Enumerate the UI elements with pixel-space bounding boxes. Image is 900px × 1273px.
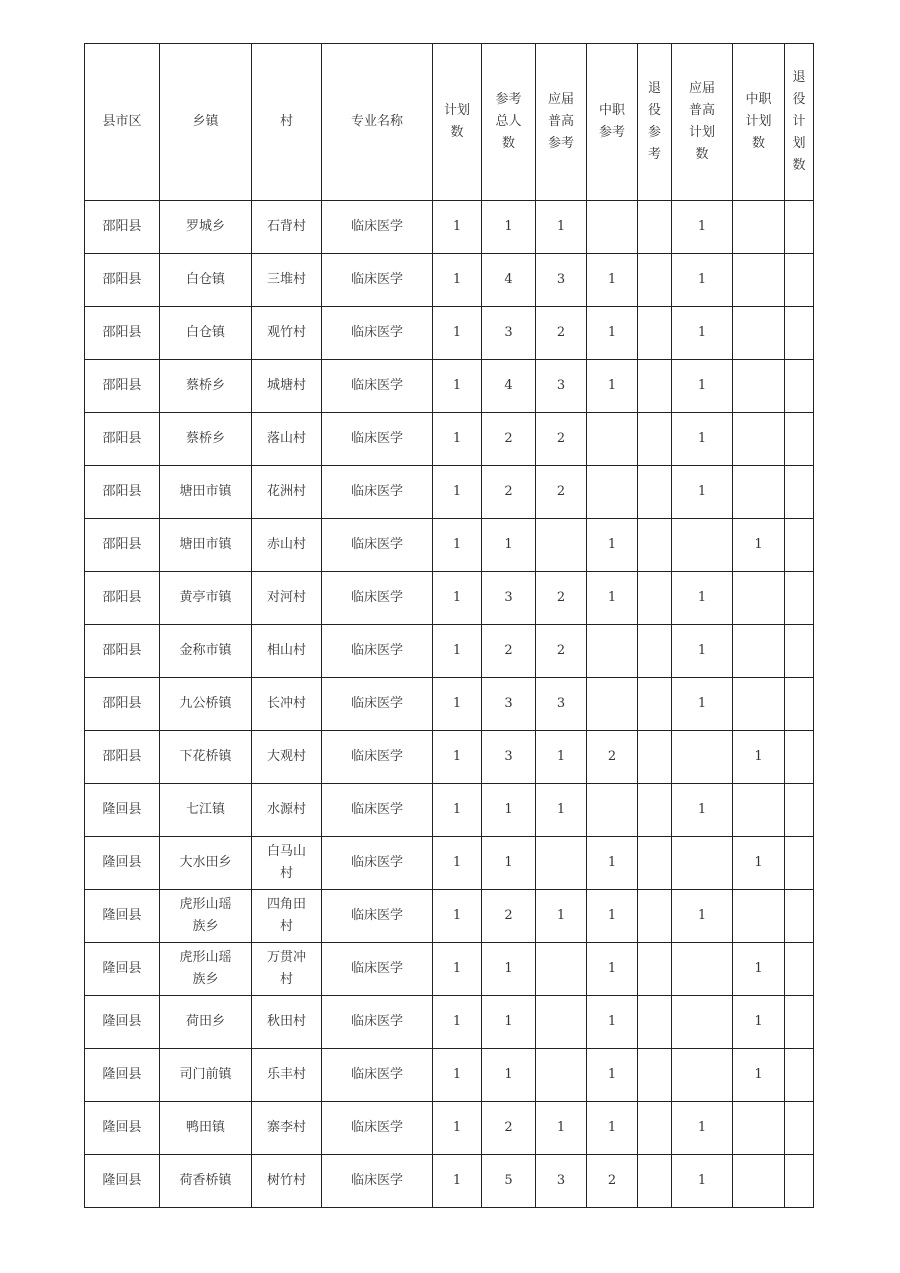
header-county: 县市区	[85, 44, 160, 201]
cell-village: 赤山村	[252, 519, 322, 572]
cell-veteran-plan	[785, 731, 814, 784]
cell-county: 隆回县	[85, 996, 160, 1049]
table-row	[85, 413, 814, 466]
table-row	[85, 837, 814, 890]
cell-veteran-exam	[638, 837, 672, 890]
cell-veteran-plan	[785, 996, 814, 1049]
cell-major: 临床医学	[322, 625, 433, 678]
cell-fresh-highschool-exam: 3	[536, 360, 587, 413]
cell-village: 乐丰村	[252, 1049, 322, 1102]
cell-fresh-highschool-plan: 1	[672, 1102, 733, 1155]
cell-fresh-highschool-exam: 1	[536, 731, 587, 784]
cell-township: 下花桥镇	[160, 731, 252, 784]
table-row	[85, 307, 814, 360]
cell-township: 荷香桥镇	[160, 1155, 252, 1208]
cell-vocational-plan	[733, 625, 785, 678]
cell-fresh-highschool-plan: 1	[672, 307, 733, 360]
cell-plan-count: 1	[433, 1155, 482, 1208]
cell-village: 三堆村	[252, 254, 322, 307]
cell-vocational-exam	[587, 201, 638, 254]
cell-fresh-highschool-exam: 1	[536, 784, 587, 837]
cell-fresh-highschool-plan: 1	[672, 201, 733, 254]
cell-veteran-plan	[785, 466, 814, 519]
cell-fresh-highschool-exam: 2	[536, 625, 587, 678]
cell-veteran-plan	[785, 943, 814, 996]
table-row	[85, 943, 814, 996]
cell-fresh-highschool-exam: 3	[536, 678, 587, 731]
cell-total-examinees: 1	[482, 784, 536, 837]
cell-vocational-exam: 1	[587, 1102, 638, 1155]
cell-major: 临床医学	[322, 943, 433, 996]
cell-vocational-exam	[587, 678, 638, 731]
cell-fresh-highschool-exam: 1	[536, 1102, 587, 1155]
cell-fresh-highschool-plan	[672, 1049, 733, 1102]
cell-county: 隆回县	[85, 1155, 160, 1208]
cell-total-examinees: 2	[482, 625, 536, 678]
cell-county: 隆回县	[85, 1049, 160, 1102]
header-vocational-exam: 中职 参考	[587, 44, 638, 201]
table-row	[85, 625, 814, 678]
cell-veteran-plan	[785, 360, 814, 413]
cell-major: 临床医学	[322, 466, 433, 519]
cell-county: 邵阳县	[85, 519, 160, 572]
cell-township: 罗城乡	[160, 201, 252, 254]
cell-vocational-exam: 1	[587, 360, 638, 413]
cell-fresh-highschool-exam: 2	[536, 572, 587, 625]
cell-veteran-plan	[785, 413, 814, 466]
cell-veteran-plan	[785, 201, 814, 254]
cell-county: 邵阳县	[85, 572, 160, 625]
cell-county: 邵阳县	[85, 678, 160, 731]
cell-fresh-highschool-plan: 1	[672, 360, 733, 413]
cell-total-examinees: 4	[482, 360, 536, 413]
cell-vocational-exam	[587, 413, 638, 466]
table-row	[85, 360, 814, 413]
cell-total-examinees: 4	[482, 254, 536, 307]
cell-village: 落山村	[252, 413, 322, 466]
cell-village: 相山村	[252, 625, 322, 678]
cell-fresh-highschool-plan	[672, 943, 733, 996]
cell-veteran-exam	[638, 996, 672, 1049]
cell-total-examinees: 1	[482, 943, 536, 996]
cell-plan-count: 1	[433, 625, 482, 678]
cell-veteran-plan	[785, 837, 814, 890]
cell-county: 隆回县	[85, 784, 160, 837]
cell-village: 长冲村	[252, 678, 322, 731]
cell-township: 黄亭市镇	[160, 572, 252, 625]
cell-veteran-plan	[785, 519, 814, 572]
table-row	[85, 731, 814, 784]
cell-county: 邵阳县	[85, 625, 160, 678]
cell-vocational-exam: 1	[587, 943, 638, 996]
header-vocational-plan: 中职 计划 数	[733, 44, 785, 201]
cell-major: 临床医学	[322, 837, 433, 890]
cell-veteran-exam	[638, 1049, 672, 1102]
cell-veteran-exam	[638, 572, 672, 625]
cell-vocational-plan: 1	[733, 1049, 785, 1102]
cell-veteran-plan	[785, 784, 814, 837]
cell-township: 虎形山瑶 族乡	[160, 890, 252, 943]
cell-township: 大水田乡	[160, 837, 252, 890]
cell-veteran-exam	[638, 466, 672, 519]
cell-village: 花洲村	[252, 466, 322, 519]
cell-plan-count: 1	[433, 413, 482, 466]
cell-major: 临床医学	[322, 1155, 433, 1208]
cell-veteran-exam	[638, 625, 672, 678]
cell-veteran-exam	[638, 943, 672, 996]
cell-plan-count: 1	[433, 943, 482, 996]
cell-plan-count: 1	[433, 1102, 482, 1155]
cell-total-examinees: 1	[482, 1049, 536, 1102]
cell-fresh-highschool-plan: 1	[672, 625, 733, 678]
header-fresh-highschool-plan: 应届 普高 计划 数	[672, 44, 733, 201]
header-major: 专业名称	[322, 44, 433, 201]
cell-plan-count: 1	[433, 784, 482, 837]
table-row	[85, 201, 814, 254]
cell-veteran-exam	[638, 1155, 672, 1208]
cell-village: 白马山 村	[252, 837, 322, 890]
cell-total-examinees: 2	[482, 466, 536, 519]
cell-veteran-exam	[638, 731, 672, 784]
table-row	[85, 1102, 814, 1155]
cell-total-examinees: 1	[482, 201, 536, 254]
table-row	[85, 519, 814, 572]
cell-vocational-exam: 1	[587, 254, 638, 307]
cell-county: 邵阳县	[85, 466, 160, 519]
cell-county: 邵阳县	[85, 360, 160, 413]
cell-village: 城塘村	[252, 360, 322, 413]
table-row	[85, 890, 814, 943]
cell-total-examinees: 2	[482, 413, 536, 466]
cell-vocational-plan	[733, 572, 785, 625]
cell-vocational-plan	[733, 784, 785, 837]
cell-veteran-exam	[638, 784, 672, 837]
cell-plan-count: 1	[433, 572, 482, 625]
cell-major: 临床医学	[322, 413, 433, 466]
cell-county: 邵阳县	[85, 201, 160, 254]
cell-plan-count: 1	[433, 890, 482, 943]
cell-veteran-plan	[785, 572, 814, 625]
cell-vocational-plan: 1	[733, 996, 785, 1049]
cell-major: 临床医学	[322, 201, 433, 254]
cell-plan-count: 1	[433, 254, 482, 307]
cell-plan-count: 1	[433, 360, 482, 413]
header-village: 村	[252, 44, 322, 201]
cell-vocational-plan	[733, 254, 785, 307]
cell-fresh-highschool-exam	[536, 1049, 587, 1102]
cell-total-examinees: 1	[482, 996, 536, 1049]
cell-fresh-highschool-exam: 1	[536, 201, 587, 254]
cell-vocational-exam	[587, 466, 638, 519]
cell-major: 临床医学	[322, 1049, 433, 1102]
cell-fresh-highschool-plan	[672, 731, 733, 784]
cell-county: 邵阳县	[85, 413, 160, 466]
cell-fresh-highschool-plan	[672, 519, 733, 572]
cell-township: 金称市镇	[160, 625, 252, 678]
cell-township: 蔡桥乡	[160, 413, 252, 466]
cell-veteran-plan	[785, 890, 814, 943]
cell-major: 临床医学	[322, 360, 433, 413]
cell-total-examinees: 2	[482, 1102, 536, 1155]
cell-veteran-exam	[638, 413, 672, 466]
cell-vocational-exam: 1	[587, 1049, 638, 1102]
cell-township: 鸭田镇	[160, 1102, 252, 1155]
cell-veteran-plan	[785, 1102, 814, 1155]
cell-major: 临床医学	[322, 307, 433, 360]
cell-veteran-plan	[785, 1049, 814, 1102]
plan-table	[84, 43, 814, 1208]
cell-vocational-plan	[733, 1155, 785, 1208]
cell-vocational-plan	[733, 466, 785, 519]
cell-township: 七江镇	[160, 784, 252, 837]
cell-village: 石背村	[252, 201, 322, 254]
cell-plan-count: 1	[433, 1049, 482, 1102]
cell-county: 邵阳县	[85, 254, 160, 307]
cell-fresh-highschool-exam: 2	[536, 413, 587, 466]
cell-veteran-exam	[638, 890, 672, 943]
cell-village: 水源村	[252, 784, 322, 837]
cell-vocational-plan: 1	[733, 943, 785, 996]
cell-fresh-highschool-exam: 1	[536, 890, 587, 943]
cell-total-examinees: 3	[482, 572, 536, 625]
cell-vocational-exam: 1	[587, 996, 638, 1049]
cell-fresh-highschool-exam: 2	[536, 466, 587, 519]
header-total-examinees: 参考 总人 数	[482, 44, 536, 201]
cell-plan-count: 1	[433, 466, 482, 519]
cell-fresh-highschool-exam	[536, 943, 587, 996]
cell-village: 对河村	[252, 572, 322, 625]
cell-major: 临床医学	[322, 1102, 433, 1155]
cell-fresh-highschool-plan: 1	[672, 1155, 733, 1208]
cell-township: 蔡桥乡	[160, 360, 252, 413]
cell-veteran-exam	[638, 678, 672, 731]
header-row	[85, 44, 814, 201]
cell-vocational-exam: 1	[587, 837, 638, 890]
cell-major: 临床医学	[322, 678, 433, 731]
cell-major: 临床医学	[322, 996, 433, 1049]
cell-fresh-highschool-plan: 1	[672, 254, 733, 307]
cell-fresh-highschool-exam: 2	[536, 307, 587, 360]
table-row	[85, 784, 814, 837]
cell-county: 隆回县	[85, 1102, 160, 1155]
cell-fresh-highschool-exam	[536, 837, 587, 890]
cell-vocational-exam: 1	[587, 890, 638, 943]
cell-vocational-plan	[733, 307, 785, 360]
header-township: 乡镇	[160, 44, 252, 201]
cell-veteran-plan	[785, 625, 814, 678]
cell-county: 邵阳县	[85, 307, 160, 360]
cell-township: 荷田乡	[160, 996, 252, 1049]
table-row	[85, 996, 814, 1049]
header-fresh-highschool-exam: 应届 普高 参考	[536, 44, 587, 201]
cell-fresh-highschool-plan	[672, 837, 733, 890]
cell-vocational-exam	[587, 784, 638, 837]
cell-township: 司门前镇	[160, 1049, 252, 1102]
cell-major: 临床医学	[322, 572, 433, 625]
cell-major: 临床医学	[322, 784, 433, 837]
table-row	[85, 254, 814, 307]
table-row	[85, 678, 814, 731]
cell-county: 隆回县	[85, 890, 160, 943]
cell-county: 邵阳县	[85, 731, 160, 784]
cell-vocational-plan	[733, 201, 785, 254]
cell-vocational-plan	[733, 360, 785, 413]
table-row	[85, 466, 814, 519]
header-plan-count: 计划 数	[433, 44, 482, 201]
cell-veteran-plan	[785, 307, 814, 360]
cell-village: 四角田 村	[252, 890, 322, 943]
cell-vocational-exam: 2	[587, 1155, 638, 1208]
table-row	[85, 1155, 814, 1208]
cell-vocational-plan: 1	[733, 731, 785, 784]
cell-veteran-exam	[638, 519, 672, 572]
cell-total-examinees: 3	[482, 731, 536, 784]
cell-fresh-highschool-exam	[536, 996, 587, 1049]
cell-plan-count: 1	[433, 731, 482, 784]
table-row	[85, 572, 814, 625]
cell-village: 观竹村	[252, 307, 322, 360]
cell-fresh-highschool-plan	[672, 996, 733, 1049]
cell-major: 临床医学	[322, 890, 433, 943]
header-veteran-exam: 退 役 参 考	[638, 44, 672, 201]
cell-plan-count: 1	[433, 678, 482, 731]
cell-county: 隆回县	[85, 943, 160, 996]
cell-village: 万贯冲 村	[252, 943, 322, 996]
cell-major: 临床医学	[322, 731, 433, 784]
cell-township: 白仓镇	[160, 307, 252, 360]
cell-veteran-exam	[638, 201, 672, 254]
cell-total-examinees: 2	[482, 890, 536, 943]
cell-total-examinees: 3	[482, 678, 536, 731]
cell-veteran-plan	[785, 1155, 814, 1208]
cell-vocational-exam	[587, 625, 638, 678]
cell-township: 塘田市镇	[160, 466, 252, 519]
cell-major: 临床医学	[322, 519, 433, 572]
cell-plan-count: 1	[433, 519, 482, 572]
cell-fresh-highschool-exam: 3	[536, 1155, 587, 1208]
cell-fresh-highschool-plan: 1	[672, 413, 733, 466]
cell-fresh-highschool-exam: 3	[536, 254, 587, 307]
cell-fresh-highschool-exam	[536, 519, 587, 572]
cell-fresh-highschool-plan: 1	[672, 784, 733, 837]
cell-veteran-exam	[638, 254, 672, 307]
cell-plan-count: 1	[433, 307, 482, 360]
cell-total-examinees: 3	[482, 307, 536, 360]
cell-total-examinees: 5	[482, 1155, 536, 1208]
cell-plan-count: 1	[433, 996, 482, 1049]
cell-fresh-highschool-plan: 1	[672, 678, 733, 731]
cell-fresh-highschool-plan: 1	[672, 466, 733, 519]
cell-fresh-highschool-plan: 1	[672, 890, 733, 943]
cell-veteran-exam	[638, 307, 672, 360]
cell-major: 临床医学	[322, 254, 433, 307]
cell-village: 树竹村	[252, 1155, 322, 1208]
cell-county: 隆回县	[85, 837, 160, 890]
cell-total-examinees: 1	[482, 837, 536, 890]
cell-vocational-exam: 2	[587, 731, 638, 784]
cell-vocational-plan: 1	[733, 519, 785, 572]
table-row	[85, 1049, 814, 1102]
cell-vocational-plan	[733, 1102, 785, 1155]
cell-vocational-plan: 1	[733, 837, 785, 890]
cell-township: 九公桥镇	[160, 678, 252, 731]
cell-vocational-exam: 1	[587, 572, 638, 625]
cell-village: 大观村	[252, 731, 322, 784]
cell-veteran-exam	[638, 1102, 672, 1155]
cell-total-examinees: 1	[482, 519, 536, 572]
cell-vocational-plan	[733, 413, 785, 466]
cell-plan-count: 1	[433, 201, 482, 254]
cell-village: 寨李村	[252, 1102, 322, 1155]
cell-vocational-exam: 1	[587, 519, 638, 572]
cell-plan-count: 1	[433, 837, 482, 890]
cell-veteran-plan	[785, 678, 814, 731]
cell-township: 虎形山瑶 族乡	[160, 943, 252, 996]
cell-veteran-plan	[785, 254, 814, 307]
cell-village: 秋田村	[252, 996, 322, 1049]
cell-veteran-exam	[638, 360, 672, 413]
cell-township: 白仓镇	[160, 254, 252, 307]
header-veteran-plan: 退 役 计 划 数	[785, 44, 814, 201]
cell-vocational-plan	[733, 678, 785, 731]
cell-township: 塘田市镇	[160, 519, 252, 572]
cell-vocational-plan	[733, 890, 785, 943]
cell-fresh-highschool-plan: 1	[672, 572, 733, 625]
cell-vocational-exam: 1	[587, 307, 638, 360]
